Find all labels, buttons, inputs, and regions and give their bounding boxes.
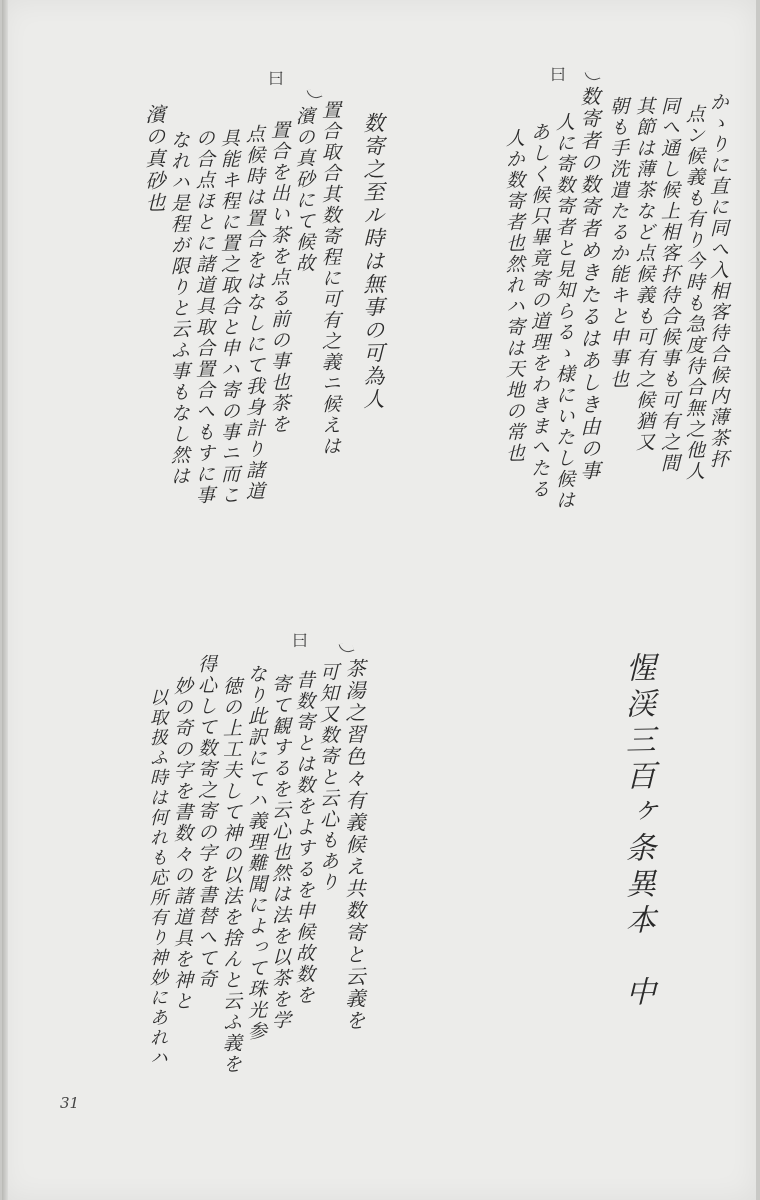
text-line: 朝も手洗遣たるか能キと申事也 (607, 95, 629, 391)
text-line: 人か数寄者也然れハ寄は天地の常也 (503, 127, 525, 465)
text-line: の合点ほとに諸道具取合置合へもすに事 (193, 127, 215, 507)
annotation-mark (339, 640, 355, 655)
text-line: 点候時は置合をはなしにて我身計り諸道 (243, 123, 265, 503)
text-line: 以取扱ふ時は何れも応所有り神妙にあれハ (147, 687, 168, 1069)
text-line: 数寄者の数寄者めきたるはあしき由の事 (577, 85, 601, 483)
text-line: なり此訳にてハ義理難聞によって珠光参 (245, 663, 267, 1043)
annotation-mark (307, 86, 323, 101)
page-number: 31 (60, 1094, 80, 1112)
book-page (2, 0, 756, 1200)
text-line: 寄て観するを云心也然は法を以茶を学 (269, 673, 291, 1032)
text-line: かゝりに直に同へ入相客待合候内薄茶抔 (707, 91, 729, 471)
text-line: 置合取合其数寄程に可有之義ニ候えは (319, 99, 341, 458)
text-line: 置合を出い茶を点る前の事也茶を (268, 119, 290, 436)
text-line: 点ン候義も有り今時も急度待合無之他人 (683, 103, 705, 483)
text-line: 濱の真砂にて候故 (293, 105, 315, 275)
text-line: 妙の奇の字を書数々の諸道具を神と (171, 675, 193, 1013)
section-label-right: 曰 (550, 65, 567, 84)
text-line: 濱の真砂也 (142, 103, 166, 215)
text-line: 同へ通し候上相客抔待合候事も可有之間 (658, 95, 680, 475)
text-line: 惺渓三百ヶ条異本 中 (620, 651, 655, 1013)
text-line: 得心して数寄之寄の字を書替へて奇 (195, 653, 217, 991)
text-line: なれハ是程が限りと云ふ事もなし然は (168, 129, 190, 488)
text-line: あしく候只畢竟寄の道理をわきまへたる (528, 121, 550, 501)
text-line: 可知又数寄と云心もあり (317, 661, 339, 894)
page-edge (2, 0, 8, 1200)
text-line: 具能キ程に置之取合と申ハ寄の事ニ而こ (218, 127, 240, 507)
text-line: 徳の上工夫して神の以法を捨んと云ふ義を (220, 675, 242, 1076)
section-label-middle: 曰 (268, 69, 285, 88)
section-label-lower: 曰 (292, 631, 309, 650)
text-line: 数寄之至ル時は無事の可為人 (361, 111, 385, 412)
text-line: 昔数寄とは数をよするを申候故数を (293, 669, 315, 1007)
text-line: 茶湯之習色々有義候え共数寄と云義を (342, 657, 366, 1033)
text-line: 其節は薄茶など点候義も可有之候猶又 (633, 95, 655, 454)
text-line: 人に寄数寄者と見知らるゝ様にいたし候は (553, 111, 575, 512)
annotation-mark (585, 68, 601, 83)
